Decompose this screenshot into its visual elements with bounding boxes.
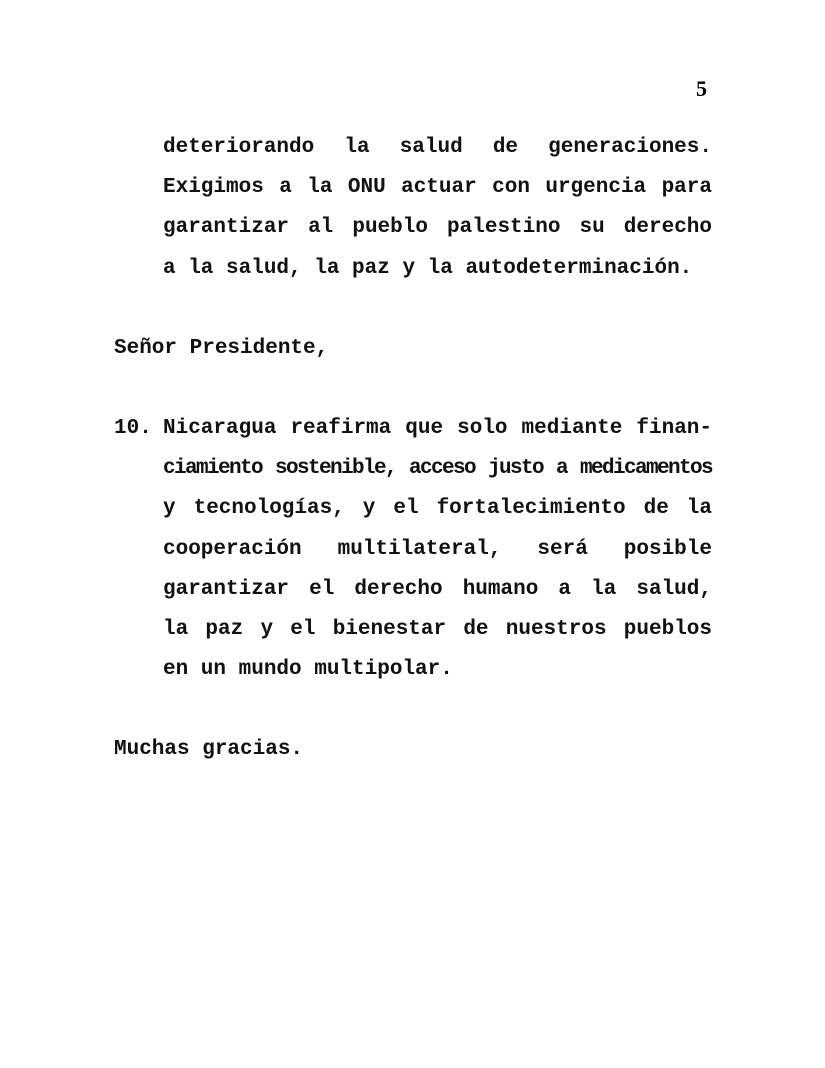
- paragraph-line: garantizar al pueblo palestino su derecho: [163, 216, 712, 239]
- paragraph-line: en un mundo multipolar.: [163, 658, 453, 681]
- paragraph-line: cooperación multilateral, será posible: [163, 538, 712, 561]
- paragraph-line: Exigimos a la ONU actuar con urgencia para: [163, 176, 712, 199]
- salutation: Señor Presidente,: [114, 337, 329, 360]
- paragraph-line: deteriorando la salud de generaciones.: [163, 136, 712, 159]
- paragraph-line: la paz y el bienestar de nuestros pueblos: [163, 618, 712, 641]
- paragraph-line: Nicaragua reafirma que solo mediante finan-: [163, 417, 712, 440]
- item-number: 10.: [114, 417, 152, 440]
- paragraph-line: y tecnologías, y el fortalecimiento de la: [163, 497, 712, 520]
- paragraph-line: garantizar el derecho humano a la salud,: [163, 578, 712, 601]
- closing: Muchas gracias.: [114, 738, 304, 761]
- paragraph-line: a la salud, la paz y la autodeterminación.: [163, 257, 693, 280]
- page-number: 5: [696, 76, 707, 101]
- paragraph-line: ciamiento sostenible, acceso justo a medicamentos: [163, 457, 712, 480]
